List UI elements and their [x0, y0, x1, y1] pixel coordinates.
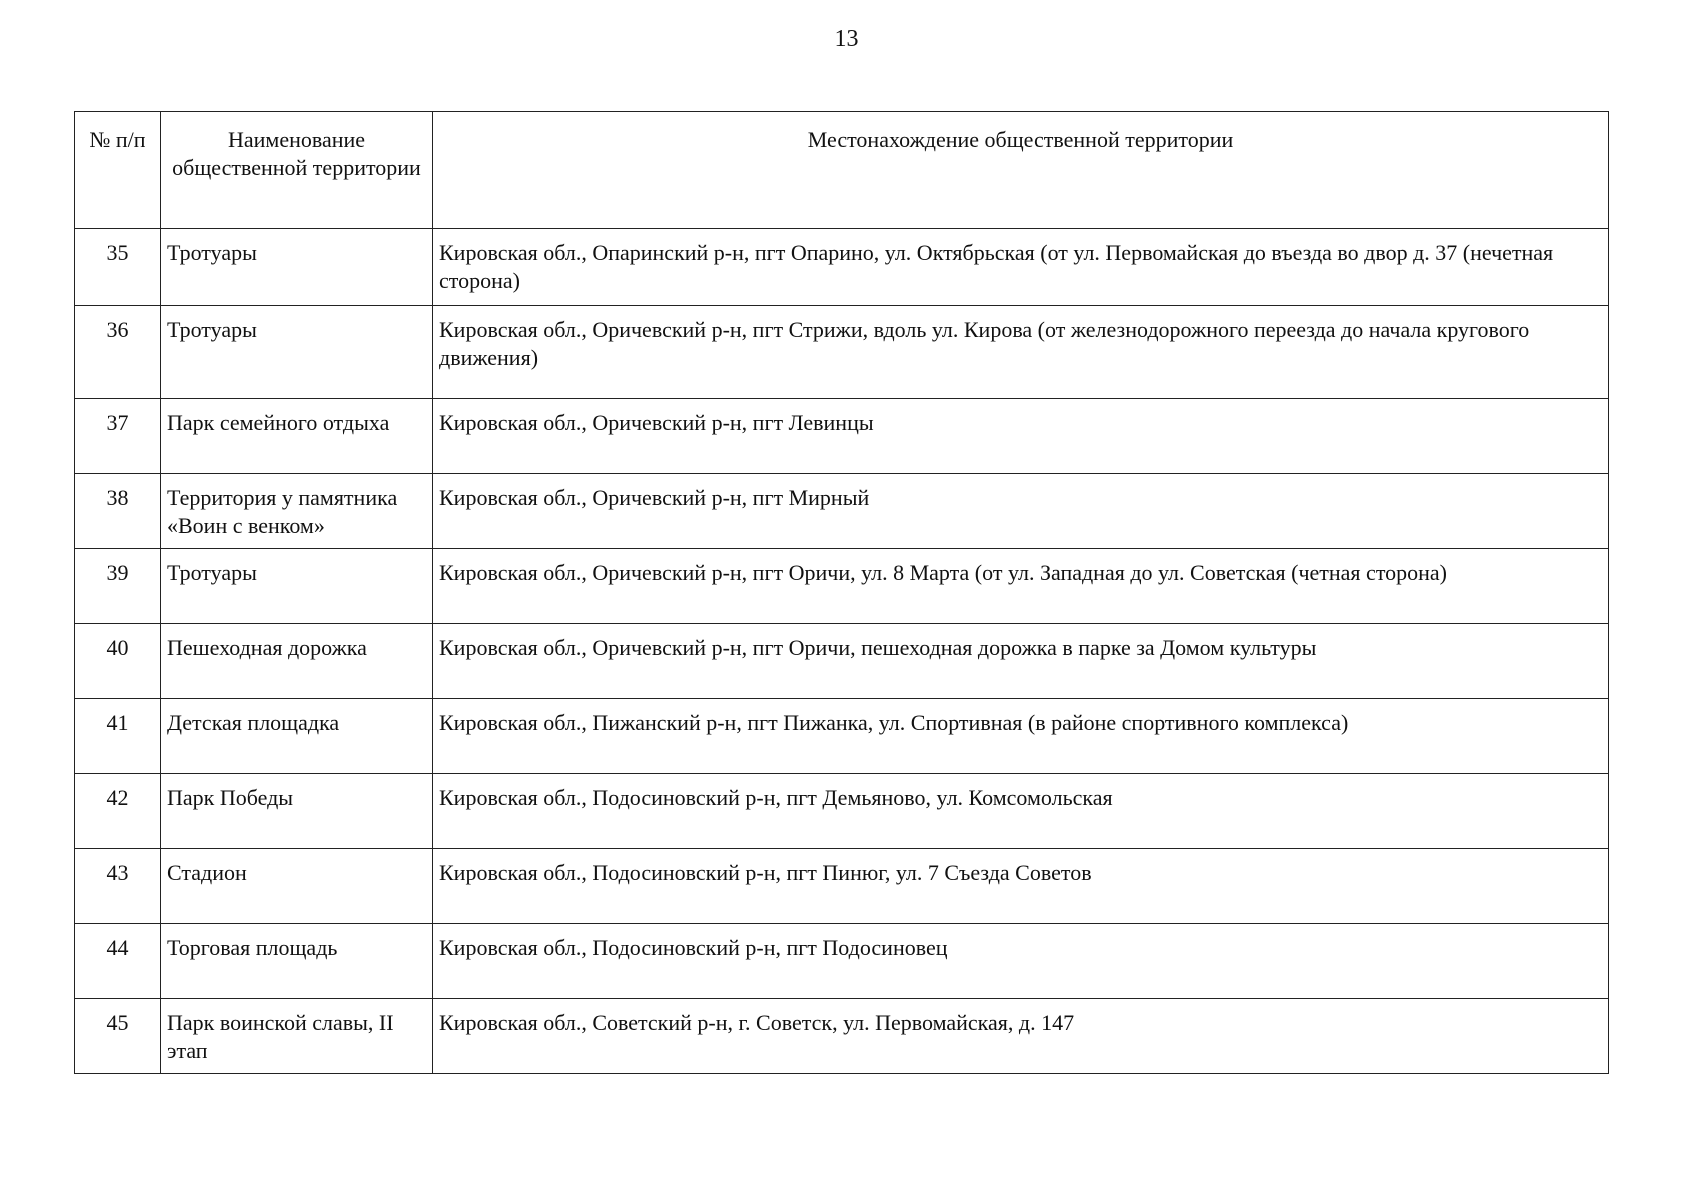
table-row	[75, 924, 1609, 999]
row-number: 43	[75, 849, 161, 924]
row-number: 36	[75, 306, 161, 399]
row-location: Кировская обл., Подосиновский р-н, пгт Демьяново, ул. Комсомольская	[433, 774, 1609, 849]
row-number: 38	[75, 474, 161, 549]
territories-table	[74, 111, 1609, 1074]
table-row	[75, 399, 1609, 474]
table-row	[75, 624, 1609, 699]
row-location: Кировская обл., Оричевский р-н, пгт Оричи, пешеходная дорожка в парке за Домом культуры	[433, 624, 1609, 699]
page-number: 13	[834, 26, 859, 52]
row-name: Детская площадка	[161, 699, 433, 774]
header-location: Местонахождение общественной территории	[433, 112, 1609, 229]
table-row	[75, 229, 1609, 306]
row-location: Кировская обл., Оричевский р-н, пгт Левинцы	[433, 399, 1609, 474]
table-row	[75, 999, 1609, 1074]
row-name: Пешеходная дорожка	[161, 624, 433, 699]
table-row	[75, 699, 1609, 774]
header-name: Наименование общественной территории	[161, 112, 433, 229]
row-name: Тротуары	[161, 549, 433, 624]
row-name: Стадион	[161, 849, 433, 924]
row-name: Тротуары	[161, 229, 433, 306]
table-row	[75, 306, 1609, 399]
row-name: Торговая площадь	[161, 924, 433, 999]
row-location: Кировская обл., Пижанский р-н, пгт Пижанка, ул. Спортивная (в районе спортивного комплекса)	[433, 699, 1609, 774]
row-name: Парк Победы	[161, 774, 433, 849]
row-number: 42	[75, 774, 161, 849]
table-row	[75, 549, 1609, 624]
row-location: Кировская обл., Подосиновский р-н, пгт Пинюг, ул. 7 Съезда Советов	[433, 849, 1609, 924]
row-number: 39	[75, 549, 161, 624]
row-number: 37	[75, 399, 161, 474]
table-row	[75, 774, 1609, 849]
table-row	[75, 849, 1609, 924]
row-number: 41	[75, 699, 161, 774]
row-location: Кировская обл., Опаринский р-н, пгт Опарино, ул. Октябрьская (от ул. Первомайская до въезда во двор д. 37 (нечетная сторона)	[433, 229, 1609, 306]
row-name: Парк семейного отдыха	[161, 399, 433, 474]
header-number: № п/п	[75, 112, 161, 229]
row-number: 35	[75, 229, 161, 306]
row-location: Кировская обл., Подосиновский р-н, пгт Подосиновец	[433, 924, 1609, 999]
row-location: Кировская обл., Оричевский р-н, пгт Оричи, ул. 8 Марта (от ул. Западная до ул. Советская (четная сторона)	[433, 549, 1609, 624]
row-number: 44	[75, 924, 161, 999]
row-location: Кировская обл., Советский р-н, г. Советск, ул. Первомайская, д. 147	[433, 999, 1609, 1074]
row-name: Парк воинской славы, II этап	[161, 999, 433, 1074]
row-name: Территория у памятника «Воин с венком»	[161, 474, 433, 549]
row-number: 40	[75, 624, 161, 699]
row-location: Кировская обл., Оричевский р-н, пгт Стрижи, вдоль ул. Кирова (от железнодорожного переезда до начала кругового движения)	[433, 306, 1609, 399]
table-header-row	[75, 112, 1609, 229]
row-number: 45	[75, 999, 161, 1074]
table-row	[75, 474, 1609, 549]
row-location: Кировская обл., Оричевский р-н, пгт Мирный	[433, 474, 1609, 549]
row-name: Тротуары	[161, 306, 433, 399]
